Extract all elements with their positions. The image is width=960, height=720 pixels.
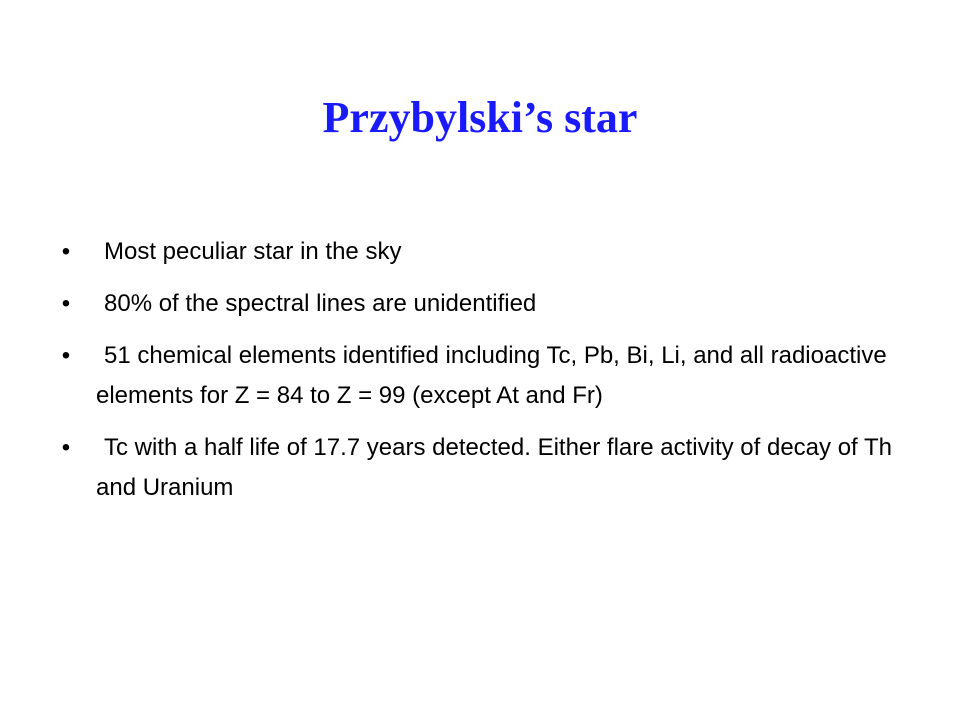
bullet-item [56, 336, 896, 416]
bullet-icon: • [61, 238, 71, 265]
bullet-text: Tc with a half life of 17.7 years detected. Either flare activity of decay of Th and Uranium [96, 434, 892, 501]
bullet-item [56, 232, 896, 272]
bullet-text: 51 chemical elements identified including Tc, Pb, Bi, Li, and all radioactive elements for Z = 84 to Z = 99 (except At and Fr) [96, 342, 887, 409]
bullet-list [56, 232, 896, 520]
bullet-icon: • [61, 434, 71, 461]
bullet-text: Most peculiar star in the sky [104, 238, 402, 265]
slide-title: Przybylski’s star [322, 93, 638, 142]
bullet-icon: • [61, 290, 71, 317]
bullet-item [56, 428, 896, 508]
bullet-icon: • [61, 342, 71, 369]
bullet-item [56, 284, 896, 324]
bullet-text: 80% of the spectral lines are unidentified [104, 290, 537, 317]
